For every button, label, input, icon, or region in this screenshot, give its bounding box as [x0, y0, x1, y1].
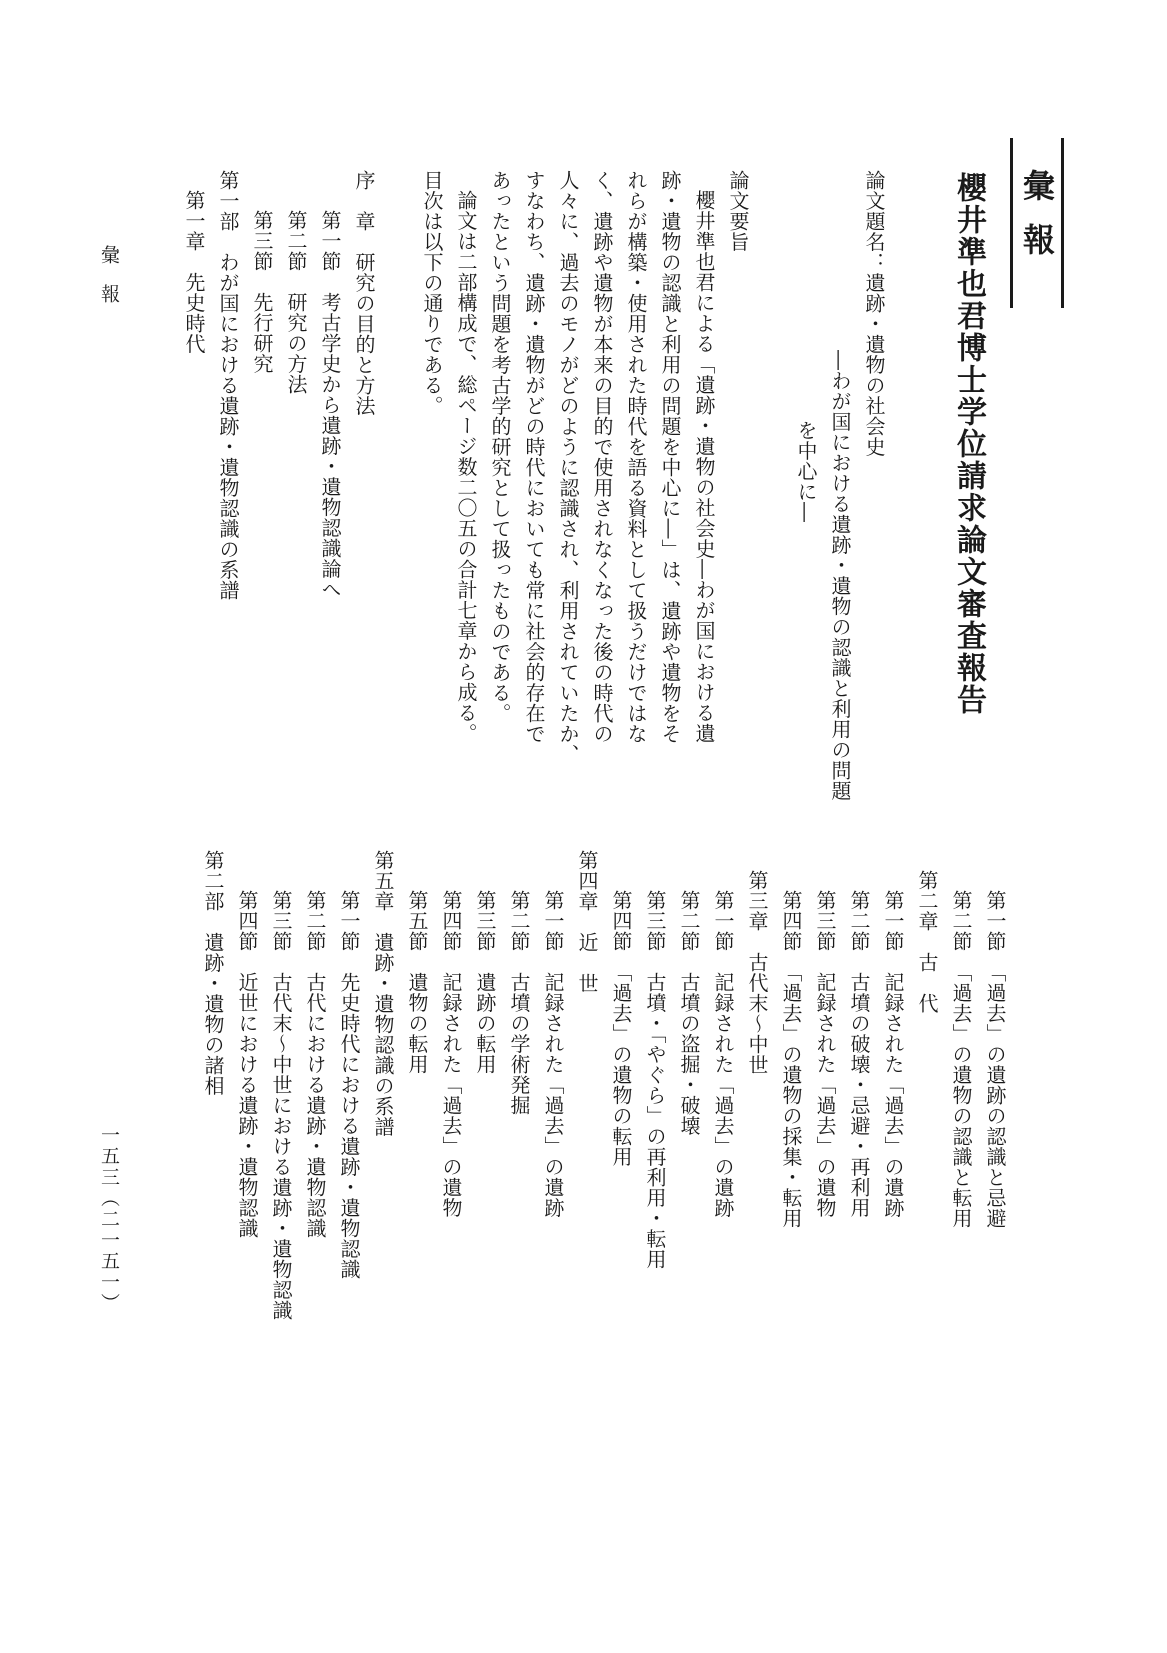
toc-entry: 第三章 古代末～中世: [745, 870, 769, 1075]
thesis-subtitle-line-1: ―わが国における遺跡・遺物の認識と利用の問題: [828, 350, 852, 801]
summary-line: 跡・遺物の認識と利用の問題を中心に―」は、遺跡や遺物をそ: [658, 170, 682, 744]
upper-body: [177, 170, 891, 801]
toc-entry: 第一節 先史時代における遺跡・遺物認識: [337, 890, 361, 1280]
toc-entry: 第三節 遺跡の転用: [473, 890, 497, 1075]
summary-line: 目次は以下の通りである。: [420, 170, 444, 416]
toc-entry: 第三節 古代末～中世における遺跡・遺物認識: [269, 890, 293, 1321]
summary-line: 人々に、過去のモノがどのように認識され、利用されていたか、: [556, 170, 580, 765]
report-title: 櫻井準也君博士学位請求論文審査報告: [951, 172, 986, 716]
toc-entry: 第四章 近 世: [575, 850, 599, 994]
summary-line: 論文は二部構成で、総ページ数二〇五の合計七章から成る。: [454, 190, 478, 744]
running-head: 彙報: [98, 245, 120, 323]
thesis-title-line: 論文題名：遺跡・遺物の社会史: [862, 170, 886, 457]
summary-line: 櫻井準也君による「遺跡・遺物の社会史―わが国における遺: [692, 190, 716, 744]
summary-line: く、遺跡や遺物が本来の目的で使用されなくなった後の時代の: [590, 170, 614, 744]
toc-entry: 第一部 わが国における遺跡・遺物認識の系譜: [216, 170, 240, 601]
toc-entry: 第四節 「過去」の遺物の転用: [609, 890, 633, 1167]
toc-entry: 第二部 遺跡・遺物の諸相: [201, 850, 225, 1096]
toc-entry: 第四節 「過去」の遺物の採集・転用: [779, 890, 803, 1229]
toc-entry: 第一節 記録された「過去」の遺跡: [881, 890, 905, 1218]
summary-line: すなわち、遺跡・遺物がどの時代においても常に社会的存在で: [522, 170, 546, 744]
toc-entry: 第二節 古墳の学術発掘: [507, 890, 531, 1116]
toc-entry: 第三節 先行研究: [250, 210, 274, 374]
toc-entry: 第二節 研究の方法: [284, 210, 308, 395]
toc-entry: 第一節 「過去」の遺跡の認識と忌避: [983, 890, 1007, 1229]
toc-entry: 第三節 古墳・「やぐら」の再利用・転用: [643, 890, 667, 1270]
toc-entry: 第一節 記録された「過去」の遺跡: [711, 890, 735, 1218]
page-number: 一五三（二一五一）: [98, 1125, 120, 1314]
summary-line: れらが構築・使用された時代を語る資料として扱うだけではな: [624, 170, 648, 744]
toc-entry: 序 章 研究の目的と方法: [352, 170, 376, 416]
toc-entry: 第三節 記録された「過去」の遺物: [813, 890, 837, 1218]
toc-entry: 第二節 「過去」の遺物の認識と転用: [949, 890, 973, 1229]
toc-entry: 第一節 考古学史から遺跡・遺物認識論へ: [318, 210, 342, 600]
summary-heading: 論文要旨: [726, 170, 750, 252]
toc-entry: 第四節 記録された「過去」の遺物: [439, 890, 463, 1218]
section-label: 彙報: [1018, 169, 1056, 277]
toc-entry: 第一節 記録された「過去」の遺跡: [541, 890, 565, 1218]
summary-line: あったという問題を考古学的研究として扱ったものである。: [488, 170, 512, 724]
toc-entry: 第二節 古墳の盗掘・破壊: [677, 890, 701, 1136]
toc-entry: 第一章 先史時代: [182, 190, 206, 354]
toc-entry: 第四節 近世における遺跡・遺物認識: [235, 890, 259, 1239]
toc-entry: 第二節 古墳の破壊・忌避・再利用: [847, 890, 871, 1218]
toc-entry: 第二節 古代における遺跡・遺物認識: [303, 890, 327, 1239]
toc-entry: 第五章 遺跡・遺物認識の系譜: [371, 850, 395, 1137]
thesis-subtitle-line-2: を中心に―: [794, 420, 818, 523]
lower-body: [196, 850, 1012, 1321]
toc-entry: 第二章 古 代: [915, 870, 939, 1014]
section-header-box: [1010, 138, 1064, 308]
toc-entry: 第五節 遺物の転用: [405, 890, 429, 1075]
